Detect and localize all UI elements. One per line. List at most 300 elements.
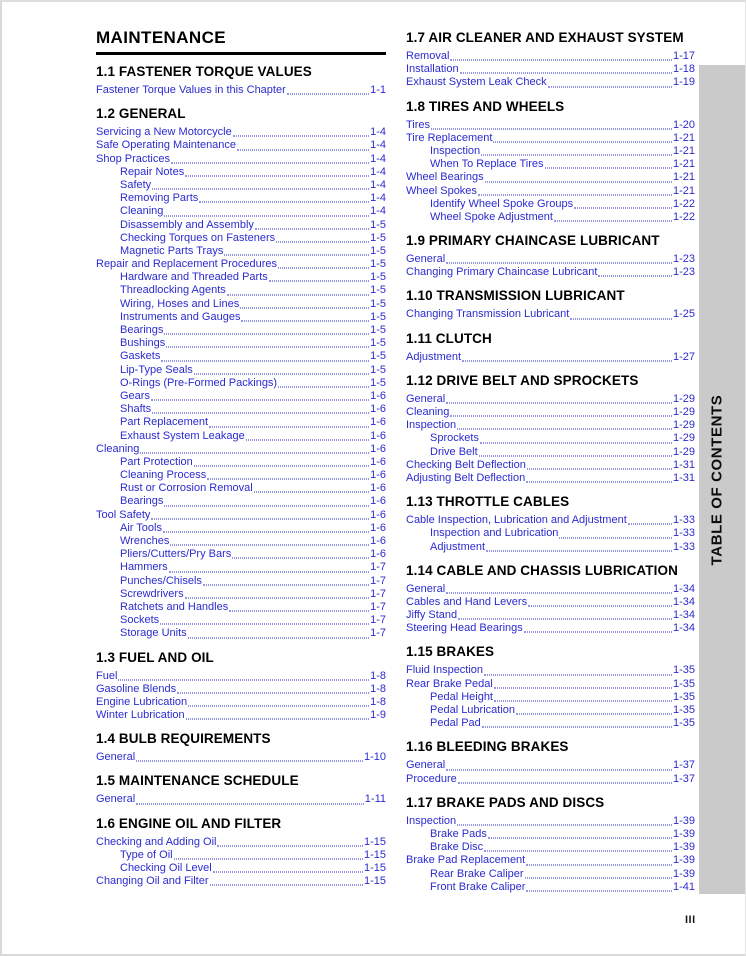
leader-dots: [484, 839, 672, 852]
toc-entry[interactable]: [406, 541, 695, 554]
leader-dots: [457, 417, 672, 430]
leader-dots: [240, 295, 369, 308]
toc-entry-page-number[interactable]: 1-34: [672, 582, 695, 595]
leader-dots: [152, 401, 369, 414]
section-heading: 1.12 DRIVE BELT AND SPROCKETS: [406, 372, 639, 388]
leader-dots: [528, 593, 672, 606]
toc-entry-page-number[interactable]: 1-7: [370, 614, 386, 627]
leader-dots: [554, 208, 672, 221]
toc-entry-link[interactable]: Changing Primary Chaincase Lubricant: [406, 266, 598, 279]
leader-dots: [446, 251, 672, 264]
toc-entry-page-number[interactable]: 1-20: [672, 118, 695, 131]
toc-entry-page-number[interactable]: 1-1: [370, 84, 386, 96]
toc-entry-link[interactable]: Rust or Corrosion Removal: [120, 482, 253, 495]
leader-dots: [570, 306, 672, 319]
toc-entry-page-number[interactable]: 1-5: [370, 350, 386, 363]
toc-entry[interactable]: [96, 84, 386, 97]
toc-entry-page-number[interactable]: 1-5: [370, 376, 386, 389]
toc-entry-page-number[interactable]: 1-4: [370, 126, 386, 139]
toc-entry-page-number[interactable]: 1-6: [370, 442, 386, 455]
toc-entry-link[interactable]: Wheel Bearings: [406, 171, 484, 184]
toc-entry-page-number[interactable]: 1-4: [370, 178, 386, 191]
leader-dots: [186, 707, 369, 720]
toc-entry-page-number[interactable]: 1-5: [370, 271, 386, 284]
leader-dots: [628, 512, 672, 525]
toc-entry-page-number[interactable]: 1-6: [370, 403, 386, 416]
leader-dots: [164, 203, 369, 216]
toc-entry-link[interactable]: Hammers: [120, 561, 168, 574]
toc-entry-link[interactable]: Tool Safety: [96, 508, 151, 521]
leader-dots: [254, 480, 369, 493]
toc-entry-page-number[interactable]: 1-35: [672, 664, 695, 677]
toc-entry-link[interactable]: Identify Wheel Spoke Groups: [430, 197, 574, 210]
toc-entry-page-number[interactable]: 1-37: [672, 772, 695, 785]
toc-entry-link[interactable]: Gears: [120, 389, 150, 402]
leader-dots: [462, 348, 672, 361]
toc-entry-page-number[interactable]: 1-5: [370, 310, 386, 323]
toc-entry-page-number[interactable]: 1-23: [672, 266, 695, 279]
toc-entry[interactable]: [406, 881, 695, 894]
leader-dots: [486, 538, 672, 551]
toc-entry-link[interactable]: Screwdrivers: [120, 587, 184, 600]
toc-entry[interactable]: [406, 622, 695, 635]
table-of-contents-side-tab[interactable]: [699, 65, 745, 894]
toc-entry-link[interactable]: Engine Lubrication: [96, 695, 188, 708]
leader-dots: [526, 469, 672, 482]
toc-entry[interactable]: [96, 793, 386, 806]
toc-entry-link[interactable]: Steering Head Bearings: [406, 622, 523, 635]
toc-entry-link[interactable]: Cable Inspection, Lubrication and Adjustment: [406, 514, 627, 527]
toc-entry-link[interactable]: Changing Transmission Lubricant: [406, 308, 570, 321]
toc-entry-link[interactable]: General: [96, 793, 136, 806]
toc-entry-link[interactable]: General: [96, 751, 136, 764]
toc-entry-link[interactable]: Ratchets and Handles: [120, 600, 229, 613]
leader-dots: [233, 124, 369, 137]
toc-entry-link[interactable]: Inspection: [430, 144, 481, 157]
leader-dots: [185, 585, 370, 598]
toc-entry-page-number[interactable]: 1-35: [672, 690, 695, 703]
toc-entry-page-number[interactable]: 1-5: [370, 324, 386, 336]
toc-entry-link[interactable]: Jiffy Stand: [406, 609, 458, 622]
toc-entry-page-number[interactable]: 1-6: [370, 482, 386, 495]
toc-entry-link[interactable]: Removing Parts: [120, 192, 199, 205]
toc-entry-page-number[interactable]: 1-7: [370, 561, 386, 574]
leader-dots: [164, 322, 369, 335]
toc-entry-link[interactable]: Brake Pad Replacement: [406, 854, 526, 867]
toc-entry-page-number[interactable]: 1-15: [363, 848, 386, 861]
toc-entry-page-number[interactable]: 1-6: [370, 521, 386, 534]
leader-dots: [237, 137, 369, 150]
toc-entry-link[interactable]: Exhaust System Leak Check: [406, 76, 547, 89]
toc-entry-page-number[interactable]: 1-15: [363, 862, 386, 874]
toc-entry-link[interactable]: General: [406, 582, 446, 595]
toc-entry-page-number[interactable]: 1-6: [370, 389, 386, 402]
section-heading: 1.17 BRAKE PADS AND DISCS: [406, 794, 605, 810]
toc-entry[interactable]: [406, 266, 695, 279]
toc-entry-link[interactable]: Bushings: [120, 337, 166, 350]
toc-entry-link[interactable]: Gaskets: [120, 350, 161, 363]
toc-entry-link[interactable]: Cables and Hand Levers: [406, 595, 528, 608]
toc-entry-link[interactable]: Sockets: [120, 614, 160, 627]
toc-entry-page-number[interactable]: 1-31: [672, 471, 695, 484]
toc-entry-page-number[interactable]: 1-29: [672, 432, 695, 445]
leader-dots: [526, 878, 672, 891]
leader-dots: [199, 190, 369, 203]
toc-entry-link[interactable]: Repair and Replacement Procedures: [96, 258, 277, 271]
toc-entry-link[interactable]: Rear Brake Pedal: [406, 677, 493, 690]
toc-entry-link[interactable]: Safety: [120, 178, 152, 191]
toc-entry-link[interactable]: Checking Torques on Fasteners: [120, 231, 276, 244]
toc-entry-page-number[interactable]: 1-7: [370, 600, 386, 613]
section-heading: 1.15 BRAKES: [406, 644, 495, 660]
leader-dots: [479, 443, 672, 456]
section-heading: 1.9 PRIMARY CHAINCASE LUBRICANT: [406, 233, 660, 249]
leader-dots: [151, 387, 369, 400]
leader-dots: [203, 572, 369, 585]
toc-entry-page-number[interactable]: 1-29: [672, 419, 695, 432]
leader-dots: [493, 129, 672, 142]
leader-dots: [209, 414, 369, 427]
toc-entry-link[interactable]: General: [406, 253, 446, 266]
toc-entry-link[interactable]: Cleaning: [120, 205, 164, 218]
leader-dots: [161, 348, 369, 361]
toc-entry-link[interactable]: Safe Operating Maintenance: [96, 139, 237, 152]
toc-entry-page-number[interactable]: 1-29: [672, 445, 695, 458]
leader-dots: [227, 282, 369, 295]
toc-entry-page-number[interactable]: 1-8: [370, 695, 386, 708]
leader-dots: [527, 456, 672, 469]
toc-entry-link[interactable]: Air Tools: [120, 521, 162, 534]
toc-entry-page-number[interactable]: 1-17: [672, 50, 695, 62]
toc-entry-page-number[interactable]: 1-15: [363, 835, 386, 848]
toc-entry-link[interactable]: Fuel: [96, 669, 118, 682]
toc-entry-page-number[interactable]: 1-39: [672, 814, 695, 827]
toc-entry-page-number[interactable]: 1-33: [672, 514, 695, 527]
toc-entry-link[interactable]: Adjustment: [430, 540, 486, 553]
toc-entry-link[interactable]: Exhaust System Leakage: [120, 429, 245, 442]
toc-entry-page-number[interactable]: 1-5: [370, 231, 386, 244]
toc-entry-link[interactable]: Fluid Inspection: [406, 664, 484, 677]
leader-dots: [446, 390, 672, 403]
leader-dots: [140, 440, 369, 453]
leader-dots: [217, 833, 363, 846]
toc-entry[interactable]: [406, 76, 695, 89]
toc-entry[interactable]: [406, 472, 695, 485]
toc-entry-link[interactable]: General: [406, 392, 446, 405]
toc-entry-link[interactable]: Shop Practices: [96, 152, 170, 165]
toc-entry-link[interactable]: Adjustment: [406, 350, 462, 363]
toc-entry-link[interactable]: Repair Notes: [120, 165, 185, 178]
toc-entry-page-number[interactable]: 1-10: [363, 751, 386, 764]
leader-dots: [482, 715, 672, 728]
leader-dots: [574, 195, 672, 208]
toc-entry-page-number[interactable]: 1-5: [370, 258, 386, 271]
toc-entry-link[interactable]: Brake Disc: [430, 841, 484, 854]
toc-entry-page-number[interactable]: 1-4: [370, 192, 386, 205]
toc-entry-page-number[interactable]: 1-39: [672, 827, 695, 840]
toc-entry[interactable]: [96, 709, 386, 722]
leader-dots: [170, 533, 369, 546]
toc-entry-link[interactable]: Punches/Chisels: [120, 574, 202, 587]
toc-entry-page-number[interactable]: 1-7: [370, 574, 386, 587]
toc-entry-page-number[interactable]: 1-39: [672, 854, 695, 867]
leader-dots: [255, 216, 369, 229]
toc-entry-page-number[interactable]: 1-5: [370, 244, 386, 257]
toc-entry[interactable]: [96, 875, 386, 888]
toc-entry-page-number[interactable]: 1-15: [363, 875, 386, 888]
toc-entry-link[interactable]: Pliers/Cutters/Pry Bars: [120, 548, 232, 561]
toc-entry-link[interactable]: Hardware and Threaded Parts: [120, 271, 268, 284]
toc-entry-link[interactable]: Fastener Torque Values in this Chapter: [96, 84, 286, 96]
toc-entry-link[interactable]: Pedal Lubrication: [430, 704, 516, 716]
toc-entry-page-number[interactable]: 1-21: [672, 158, 695, 171]
toc-entry-page-number[interactable]: 1-37: [672, 759, 695, 772]
toc-entry-page-number[interactable]: 1-25: [672, 308, 695, 321]
leader-dots: [177, 680, 369, 693]
leader-dots: [163, 519, 369, 532]
toc-entry[interactable]: [406, 717, 695, 730]
toc-entry-page-number[interactable]: 1-6: [370, 508, 386, 521]
toc-entry-page-number[interactable]: 1-5: [370, 337, 386, 350]
leader-dots: [458, 770, 672, 783]
toc-entry-page-number[interactable]: 1-22: [672, 197, 695, 210]
toc-entry-page-number[interactable]: 1-5: [370, 284, 386, 297]
leader-dots: [246, 427, 369, 440]
toc-entry-page-number[interactable]: 1-4: [370, 139, 386, 152]
leader-dots: [478, 182, 672, 195]
toc-entry-link[interactable]: Bearings: [120, 324, 164, 336]
leader-dots: [160, 612, 369, 625]
toc-entry-link[interactable]: Brake Pads: [430, 827, 487, 840]
toc-entry-link[interactable]: Wrenches: [120, 535, 170, 547]
toc-entry-page-number[interactable]: 1-4: [370, 205, 386, 218]
toc-entry-page-number[interactable]: 1-6: [370, 429, 386, 442]
leader-dots: [431, 116, 672, 129]
leader-dots: [287, 82, 369, 95]
leader-dots: [446, 580, 672, 593]
toc-entry-link[interactable]: Checking Belt Deflection: [406, 458, 526, 471]
toc-entry-link[interactable]: Part Replacement: [120, 416, 209, 429]
toc-entry-link[interactable]: Cleaning Process: [120, 469, 207, 482]
leader-dots: [446, 757, 672, 770]
toc-entry[interactable]: [406, 211, 695, 224]
section-heading: 1.14 CABLE AND CHASSIS LUBRICATION: [406, 562, 678, 578]
toc-entry-page-number[interactable]: 1-41: [672, 880, 695, 893]
toc-entry-link[interactable]: Gasoline Blends: [96, 682, 177, 695]
toc-entry-page-number[interactable]: 1-35: [672, 704, 695, 716]
leader-dots: [450, 404, 672, 417]
toc-entry-page-number[interactable]: 1-6: [370, 535, 386, 547]
toc-entry-page-number[interactable]: 1-4: [370, 152, 386, 165]
toc-entry-link[interactable]: Rear Brake Caliper: [430, 867, 524, 880]
toc-entry-page-number[interactable]: 1-29: [672, 392, 695, 405]
toc-entry[interactable]: [96, 627, 386, 640]
toc-entry-link[interactable]: Threadlocking Agents: [120, 284, 226, 297]
toc-entry-page-number[interactable]: 1-21: [672, 171, 695, 184]
toc-entry-link[interactable]: Winter Lubrication: [96, 709, 185, 722]
leader-dots: [118, 667, 369, 680]
section-heading: 1.2 GENERAL: [96, 106, 186, 122]
toc-entry-page-number[interactable]: 1-34: [672, 595, 695, 608]
leader-dots: [171, 150, 369, 163]
section-heading: 1.1 FASTENER TORQUE VALUES: [96, 64, 312, 79]
leader-dots: [488, 825, 672, 838]
toc-entry-link[interactable]: Tires: [406, 118, 431, 131]
toc-entry-page-number[interactable]: 1-5: [370, 363, 386, 376]
toc-entry-page-number[interactable]: 1-35: [672, 677, 695, 690]
toc-entry-page-number[interactable]: 1-21: [672, 184, 695, 197]
leader-dots: [169, 559, 369, 572]
leader-dots: [194, 453, 369, 466]
toc-entry-link[interactable]: Bearings: [120, 495, 164, 508]
section-heading: 1.8 TIRES AND WHEELS: [406, 98, 565, 114]
toc-entry-page-number[interactable]: 1-39: [672, 841, 695, 854]
leader-dots: [276, 229, 369, 242]
leader-dots: [457, 812, 672, 825]
leader-dots: [164, 493, 369, 506]
toc-entry-page-number[interactable]: 1-11: [364, 793, 386, 806]
leader-dots: [210, 873, 363, 886]
toc-entry-page-number[interactable]: 1-34: [672, 609, 695, 622]
toc-entry-page-number[interactable]: 1-19: [672, 76, 695, 89]
leader-dots: [152, 176, 369, 189]
leader-dots: [458, 607, 672, 620]
leader-dots: [278, 256, 369, 269]
toc-entry-page-number[interactable]: 1-27: [672, 350, 695, 363]
leader-dots: [481, 142, 672, 155]
toc-entry-link[interactable]: Drive Belt: [430, 445, 478, 458]
toc-entry-page-number[interactable]: 1-39: [672, 867, 695, 880]
toc-entry-page-number[interactable]: 1-5: [370, 297, 386, 310]
toc-entry-page-number[interactable]: 1-21: [672, 144, 695, 157]
toc-entry-page-number[interactable]: 1-8: [370, 682, 386, 695]
toc-entry-link[interactable]: Cleaning: [406, 406, 450, 418]
section-heading: 1.4 BULB REQUIREMENTS: [96, 731, 271, 747]
toc-entry-link[interactable]: Adjusting Belt Deflection: [406, 471, 526, 484]
table-of-contents-tab-label: TABLE OF CONTENTS: [708, 394, 726, 565]
leader-dots: [524, 620, 672, 633]
leader-dots: [224, 242, 369, 255]
toc-entry-link[interactable]: Wheel Spokes: [406, 184, 477, 197]
toc-entry-link[interactable]: Cleaning: [96, 442, 140, 455]
toc-entry-link[interactable]: Changing Oil and Filter: [96, 875, 209, 888]
toc-entry-page-number[interactable]: 1-22: [672, 210, 695, 223]
toc-entry-link[interactable]: Installation: [406, 63, 459, 76]
toc-entry-link[interactable]: O-Rings (Pre-Formed Packings): [120, 376, 278, 389]
toc-entry-page-number[interactable]: 1-4: [370, 165, 386, 178]
toc-entry-link[interactable]: Inspection: [406, 419, 457, 432]
section-heading: 1.6 ENGINE OIL AND FILTER: [96, 815, 282, 831]
toc-entry-link[interactable]: Wheel Spoke Adjustment: [430, 210, 553, 223]
toc-entry-page-number[interactable]: 1-6: [370, 469, 386, 482]
toc-entry-page-number[interactable]: 1-6: [370, 455, 386, 468]
toc-entry-link[interactable]: Magnetic Parts Trays: [120, 244, 224, 257]
section-heading: 1.7 AIR CLEANER AND EXHAUST SYSTEM: [406, 30, 684, 45]
toc-entry-page-number[interactable]: 1-18: [672, 63, 695, 76]
toc-entry-link[interactable]: Storage Units: [120, 627, 187, 640]
toc-entry-link[interactable]: General: [406, 759, 446, 772]
toc-entry-link[interactable]: Checking and Adding Oil: [96, 835, 217, 848]
toc-entry-link[interactable]: Wiring, Hoses and Lines: [120, 297, 240, 310]
section-heading: 1.3 FUEL AND OIL: [96, 649, 214, 665]
toc-entry-page-number[interactable]: 1-9: [370, 709, 386, 722]
leader-dots: [526, 852, 672, 865]
leader-dots: [545, 156, 672, 169]
leader-dots: [136, 749, 363, 762]
leader-dots: [559, 525, 672, 538]
leader-dots: [136, 791, 364, 804]
toc-entry-link[interactable]: Sprockets: [430, 432, 479, 445]
leader-dots: [232, 546, 369, 559]
toc-entry-link[interactable]: Front Brake Caliper: [430, 880, 526, 893]
leader-dots: [548, 74, 672, 87]
toc-entry-link[interactable]: Tire Replacement: [406, 131, 493, 144]
toc-entry-link[interactable]: Inspection and Lubrication: [430, 527, 559, 540]
section-heading: 1.10 TRANSMISSION LUBRICANT: [406, 288, 625, 304]
leader-dots: [494, 675, 672, 688]
toc-entry[interactable]: [406, 351, 695, 364]
toc-entry-page-number[interactable]: 1-5: [370, 218, 386, 231]
toc-entry-page-number[interactable]: 1-33: [672, 527, 695, 540]
toc-entry-link[interactable]: Pedal Pad: [430, 717, 481, 730]
toc-entry-page-number[interactable]: 1-8: [370, 669, 386, 682]
toc-entry-link[interactable]: Pedal Height: [430, 690, 493, 703]
toc-entry[interactable]: [406, 773, 695, 786]
toc-entry-link[interactable]: Removal: [406, 50, 450, 62]
toc-entry-page-number[interactable]: 1-7: [370, 587, 386, 600]
toc-entry-page-number[interactable]: 1-29: [672, 406, 695, 418]
page-number: III: [685, 914, 696, 926]
toc-entry-page-number[interactable]: 1-6: [370, 495, 386, 508]
toc-entry[interactable]: [96, 751, 386, 764]
toc-entry-page-number[interactable]: 1-33: [672, 540, 695, 553]
toc-entry-page-number[interactable]: 1-21: [672, 131, 695, 144]
toc-entry-link[interactable]: Checking Oil Level: [120, 862, 212, 874]
leader-dots: [188, 625, 369, 638]
toc-entry-link[interactable]: Part Protection: [120, 455, 193, 468]
section-heading: 1.11 CLUTCH: [406, 330, 492, 346]
toc-entry-link[interactable]: When To Replace Tires: [430, 158, 544, 171]
leader-dots: [525, 865, 672, 878]
section-heading: 1.5 MAINTENANCE SCHEDULE: [96, 773, 299, 789]
toc-entry-link[interactable]: Lip-Type Seals: [120, 363, 193, 376]
leader-dots: [188, 693, 369, 706]
toc-entry-link[interactable]: Type of Oil: [120, 848, 173, 861]
toc-entry-page-number[interactable]: 1-34: [672, 622, 695, 635]
toc-entry-link[interactable]: Servicing a New Motorcycle: [96, 126, 232, 139]
toc-entry-page-number[interactable]: 1-7: [370, 627, 386, 640]
toc-left-column: [96, 28, 386, 894]
toc-entry-link[interactable]: Inspection: [406, 814, 457, 827]
toc-entry-page-number[interactable]: 1-23: [672, 253, 695, 266]
toc-entry-page-number[interactable]: 1-6: [370, 548, 386, 561]
toc-entry[interactable]: [406, 308, 695, 321]
leader-dots: [480, 430, 672, 443]
toc-entry-page-number[interactable]: 1-35: [672, 717, 695, 730]
leader-dots: [213, 860, 363, 873]
toc-entry-link[interactable]: Shafts: [120, 403, 152, 416]
toc-entry-page-number[interactable]: 1-31: [672, 458, 695, 471]
toc-entry-page-number[interactable]: 1-6: [370, 416, 386, 429]
toc-entry-link[interactable]: Procedure: [406, 772, 457, 785]
toc-entry-link[interactable]: Disassembly and Assembly: [120, 218, 254, 231]
leader-dots: [166, 335, 369, 348]
leader-dots: [516, 702, 672, 715]
leader-dots: [174, 846, 363, 859]
toc-entry-link[interactable]: Instruments and Gauges: [120, 310, 241, 323]
section-heading: 1.16 BLEEDING BRAKES: [406, 739, 569, 755]
leader-dots: [229, 598, 369, 611]
